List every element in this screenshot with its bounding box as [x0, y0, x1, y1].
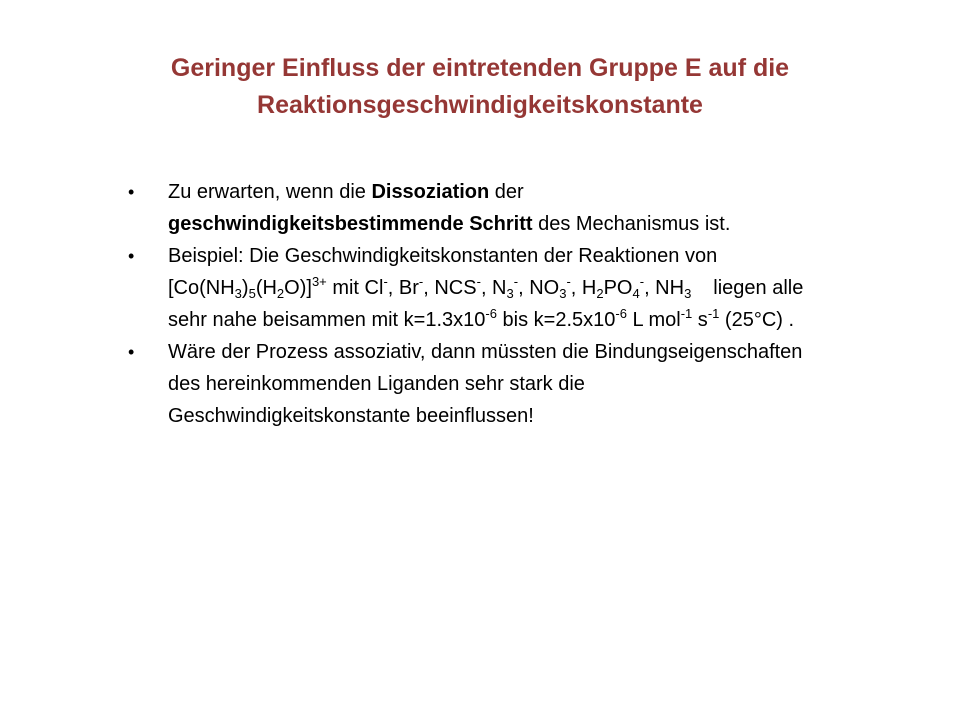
subscript: 2 — [276, 286, 285, 301]
subscript: 3 — [506, 286, 514, 301]
bullet-1-text — [168, 181, 730, 235]
slide-title — [80, 50, 880, 124]
bullet-2-text-part: , NO — [518, 277, 560, 299]
bullet-list — [128, 176, 828, 432]
subscript: 3 — [234, 286, 242, 301]
bullet-dot-icon: • — [128, 182, 135, 202]
superscript: -1 — [680, 306, 693, 321]
superscript: -1 — [707, 306, 720, 321]
bullet-dot-icon: • — [128, 246, 135, 266]
bullet-1-part-2: der — [489, 181, 524, 203]
bullet-2-text-part: , NCS — [423, 277, 477, 299]
bullet-2-text-part: O)] — [284, 277, 312, 299]
superscript: - — [639, 274, 645, 289]
slide-title-line-2: Reaktionsgeschwindigkeitskonstante — [257, 91, 703, 119]
bullet-1-part-1: Zu erwarten, wenn die — [168, 181, 372, 203]
bullet-2-text-part: ) — [241, 277, 249, 299]
bullet-2-text-part: , NH — [644, 277, 685, 299]
bullet-1-bold-schritt: geschwindigkeitsbestimmende Schritt — [168, 213, 533, 235]
bullet-2-text-part: , H — [570, 277, 597, 299]
bullet-item-beispiel — [128, 240, 828, 336]
subscript: 5 — [248, 286, 256, 301]
superscript: - — [476, 274, 481, 289]
superscript: - — [566, 274, 571, 289]
bullet-2-text-part: s — [692, 309, 708, 331]
subscript: 4 — [632, 286, 640, 301]
bullet-2-text-part: bis k=2.5x10 — [496, 309, 616, 331]
bullet-1-bold-dissoziation: Dissoziation — [371, 181, 490, 203]
superscript: - — [383, 274, 388, 289]
subscript: 3 — [684, 286, 692, 301]
superscript: 3+ — [311, 274, 327, 289]
bullet-2-text — [168, 245, 803, 331]
bullet-item-dissoziation — [128, 176, 828, 240]
bullet-2-text-part: liegen alle sehr nahe beisammen mit k=1.3x10 — [168, 277, 804, 331]
subscript: 3 — [559, 286, 567, 301]
bullet-2-text-part: PO — [603, 277, 633, 299]
bullet-1-part-3: des Mechanismus ist. — [532, 213, 731, 235]
bullet-2-text-part: L mol — [626, 309, 681, 331]
slide-title-line-1: Geringer Einfluss der eintretenden Gruppe E auf die — [170, 54, 790, 82]
subscript: 2 — [596, 286, 604, 301]
bullet-item-assoziativ — [128, 336, 828, 432]
superscript: -6 — [485, 306, 497, 321]
bullet-2-text-part: , Br — [387, 277, 419, 299]
bullet-2-text-part: mit Cl — [326, 277, 384, 299]
bullet-2-text-part: Beispiel: Die Geschwindigkeitskonstanten der Reaktionen von [Co(NH — [168, 245, 718, 299]
superscript: - — [513, 274, 519, 289]
bullet-3-text: Wäre der Prozess assoziativ, dann müssten die Bindungseigenschaften des hereinkommenden Liganden sehr stark die Geschwindigkeitskonstante beeinflussen! — [168, 341, 803, 427]
superscript: -6 — [615, 306, 627, 321]
bullet-2-text-part: (H — [255, 277, 277, 299]
superscript: - — [418, 274, 424, 289]
bullet-2-text-part: , N — [480, 277, 507, 299]
bullet-dot-icon: • — [128, 342, 135, 362]
bullet-2-text-part: (25°C) . — [719, 309, 795, 331]
